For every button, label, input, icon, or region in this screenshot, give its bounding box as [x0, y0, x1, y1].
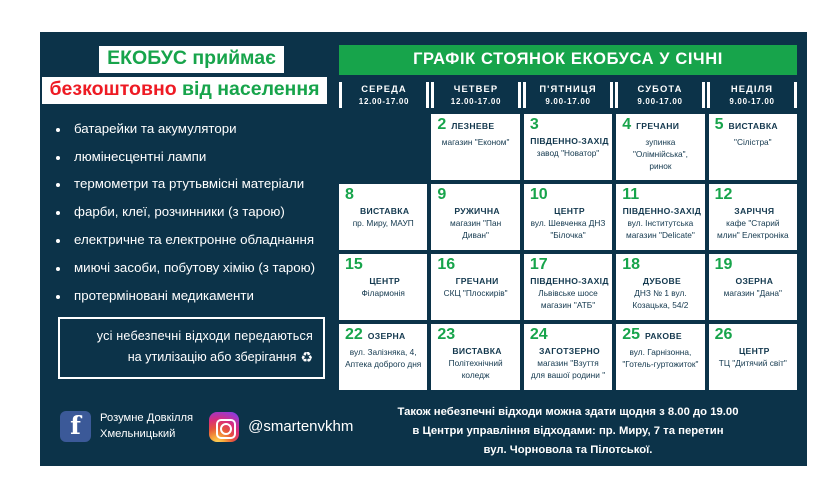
- facebook-icon[interactable]: f: [60, 411, 91, 442]
- calendar-cell-day-23[interactable]: [431, 324, 519, 390]
- right-column: [337, 32, 807, 466]
- list-item: батарейки та акумулятори: [54, 122, 337, 136]
- stop-district: ДУБОВЕ: [642, 276, 682, 286]
- stop-district: ВИСТАВКА: [452, 346, 502, 356]
- stop-district: ПІВДЕННО-ЗАХІД: [622, 206, 702, 216]
- stop-district: ВИСТАВКА: [728, 121, 778, 131]
- day-number: 17: [529, 256, 548, 273]
- stop-district: ЦЕНТР: [369, 276, 401, 286]
- calendar-week-row: [339, 184, 797, 250]
- stop-district: ЛЕЗНЕВЕ: [451, 121, 495, 131]
- stop-address: СКЦ "Плоскирів": [443, 288, 508, 298]
- stop-address: пр. Миру, МАУП: [352, 218, 414, 228]
- stop-district: ЦЕНТР: [554, 206, 585, 216]
- day-number: 22: [345, 326, 363, 343]
- stop-address: ДНЗ № 1 вул. Козацька, 54/2: [632, 288, 689, 310]
- calendar-grid: [339, 114, 797, 394]
- calendar-cell-day-12[interactable]: [709, 184, 797, 250]
- day-number: 9: [437, 186, 447, 203]
- calendar-cell-empty: [339, 114, 427, 180]
- recycle-icon: ♻: [300, 348, 313, 365]
- dow-hours: 9.00-17.00: [729, 97, 775, 106]
- calendar-cell-day-3[interactable]: [524, 114, 612, 180]
- stop-district: РУЖИЧНА: [454, 206, 500, 216]
- calendar-cell-day-25[interactable]: [616, 324, 704, 390]
- footnote: [339, 403, 797, 461]
- dow-hours: 9.00-17.00: [545, 97, 591, 106]
- stop-district: ГРЕЧАНИ: [455, 276, 499, 286]
- dow-hours: 12.00-17.00: [450, 97, 502, 106]
- facebook-name-line-2: Хмельницький: [100, 427, 176, 440]
- stop-district: ВИСТАВКА: [360, 206, 410, 216]
- day-number: 2: [437, 116, 447, 133]
- facebook-page-name: [100, 411, 193, 441]
- list-item: електричне та електронне обладнання: [54, 233, 337, 247]
- dow-thursday: [431, 82, 521, 108]
- day-number: 25: [622, 326, 641, 343]
- stop-address: магазин "Дана": [723, 288, 782, 298]
- calendar-cell-day-22[interactable]: [339, 324, 427, 390]
- dow-hours: 9.00-17.00: [637, 97, 683, 106]
- day-number: 24: [529, 326, 548, 343]
- headline-from-population: від населення: [176, 77, 320, 100]
- stop-address: Львівське шосе магазин "АТБ": [538, 288, 598, 310]
- calendar-cell-day-2[interactable]: [431, 114, 519, 180]
- calendar-cell-day-15[interactable]: [339, 254, 427, 320]
- dow-label: СУБОТА: [637, 83, 683, 94]
- day-number: 5: [714, 116, 724, 133]
- day-number: 26: [714, 326, 733, 343]
- social-links: [60, 411, 353, 442]
- day-number: 18: [622, 256, 641, 273]
- stop-district: РАКОВЕ: [645, 331, 682, 341]
- stop-address: магазин "Пан Диван": [450, 218, 502, 240]
- calendar-cell-day-26[interactable]: [709, 324, 797, 390]
- footnote-line-2: в Центри управління відходами: пр. Миру, 7 та перетин: [412, 425, 724, 438]
- calendar-cell-day-10[interactable]: [524, 184, 612, 250]
- dow-label: П'ЯТНИЦЯ: [539, 83, 597, 94]
- day-number: 4: [622, 116, 632, 133]
- headline-ekobus: ЕКОБУС: [107, 47, 187, 69]
- headline-block: [40, 46, 337, 104]
- calendar-week-row: [339, 114, 797, 180]
- stop-address: вул. Шевченка ДНЗ "Білочка": [530, 218, 606, 240]
- day-of-week-header: [339, 82, 797, 108]
- stop-district: ЦЕНТР: [738, 346, 770, 356]
- list-item: протерміновані медикаменти: [54, 289, 337, 303]
- calendar-cell-day-19[interactable]: [709, 254, 797, 320]
- disposal-note-text-2: на утилізацію або зберігання: [127, 349, 297, 364]
- calendar-cell-day-5[interactable]: [709, 114, 797, 180]
- disposal-note-line-1: усі небезпечні відходи передаються: [96, 329, 313, 344]
- facebook-name-line-1: Розумне Довкілля: [100, 412, 194, 425]
- headline-accepts: приймає: [186, 47, 276, 69]
- calendar-cell-day-24[interactable]: [524, 324, 612, 390]
- day-number: 15: [345, 256, 363, 273]
- dow-wednesday: [339, 82, 429, 108]
- list-item: люмінесцентні лампи: [54, 150, 337, 164]
- calendar-cell-day-16[interactable]: [431, 254, 519, 320]
- headline-line-1: [99, 46, 284, 73]
- stop-district: ГРЕЧАНИ: [636, 121, 680, 131]
- dow-label: СЕРЕДА: [361, 83, 407, 94]
- instagram-icon[interactable]: [209, 412, 239, 442]
- poster: [40, 32, 807, 466]
- dow-hours: 12.00-17.00: [358, 97, 410, 106]
- day-number: 23: [437, 326, 456, 343]
- stop-address: вул. Залізняка, 4, Аптека доброго дня: [345, 347, 422, 369]
- headline-free: безкоштовно: [49, 77, 177, 100]
- stop-address: Політехнічний коледж: [448, 358, 503, 380]
- dow-sunday: [707, 82, 797, 108]
- stop-district: ПІВДЕННО-ЗАХІД: [530, 276, 609, 286]
- stop-address: Філармонія: [361, 288, 405, 298]
- accepted-items-list: [54, 122, 337, 304]
- disposal-note-line-2: [70, 347, 313, 369]
- stop-address: вул. Гарнізонна, "Готель-гуртожиток": [622, 347, 699, 369]
- calendar-cell-day-17[interactable]: [524, 254, 612, 320]
- stop-address: кафе "Старий млин" Електроніка: [717, 218, 789, 240]
- calendar-cell-day-9[interactable]: [431, 184, 519, 250]
- calendar-week-row: [339, 254, 797, 320]
- day-number: 12: [714, 186, 733, 203]
- day-number: 8: [345, 186, 354, 203]
- stop-address: зупинка "Олімнійська", ринок: [632, 137, 688, 171]
- list-item: фарби, клеї, розчинники (з тарою): [54, 205, 337, 219]
- stop-address: "Сілістра": [734, 137, 772, 147]
- day-number: 16: [437, 256, 456, 273]
- stop-district: ПІВДЕННО-ЗАХІД: [530, 136, 609, 146]
- day-number: 19: [714, 256, 733, 273]
- list-item: термометри та ртутьвмісні матеріали: [54, 177, 337, 191]
- instagram-handle: @smartenvkhm: [248, 418, 354, 435]
- calendar-cell-day-11[interactable]: [616, 184, 704, 250]
- calendar-title: ГРАФІК СТОЯНОК ЕКОБУСА У СІЧНІ: [339, 45, 797, 75]
- dow-label: НЕДІЛЯ: [730, 83, 774, 94]
- day-number: 10: [529, 186, 548, 203]
- list-item: миючі засоби, побутову хімію (з тарою): [54, 261, 337, 275]
- stop-district: ОЗЕРНА: [735, 276, 774, 286]
- stop-address: ТЦ "Дитячий світ": [718, 358, 787, 368]
- disposal-note-box: [58, 317, 325, 379]
- day-number: 11: [622, 186, 640, 203]
- stop-district: ЗАРІЧЧЯ: [734, 206, 775, 216]
- footnote-line-3: вул. Чорновола та Пілотської.: [483, 444, 653, 457]
- stop-address: завод "Новатор": [536, 148, 600, 158]
- calendar-cell-day-18[interactable]: [616, 254, 704, 320]
- stop-address: магазин "Економ": [441, 137, 510, 147]
- stop-address: магазин "Взуття для вашої родини ": [530, 358, 606, 380]
- stop-address: вул. Інститутська магазин "Delicate": [625, 218, 695, 240]
- calendar-cell-day-8[interactable]: [339, 184, 427, 250]
- dow-label: ЧЕТВЕР: [453, 83, 499, 94]
- dow-friday: [523, 82, 613, 108]
- calendar-week-row: [339, 324, 797, 390]
- footnote-line-1: Також небезпечні відходи можна здати щодня з 8.00 до 19.00: [397, 406, 739, 418]
- stop-district: ОЗЕРНА: [367, 331, 406, 341]
- day-number: 3: [529, 116, 539, 133]
- headline-line-2: [42, 77, 328, 104]
- dow-saturday: [615, 82, 705, 108]
- stop-district: ЗАГОТЗЕРНО: [539, 346, 601, 356]
- calendar-cell-day-4[interactable]: [616, 114, 704, 180]
